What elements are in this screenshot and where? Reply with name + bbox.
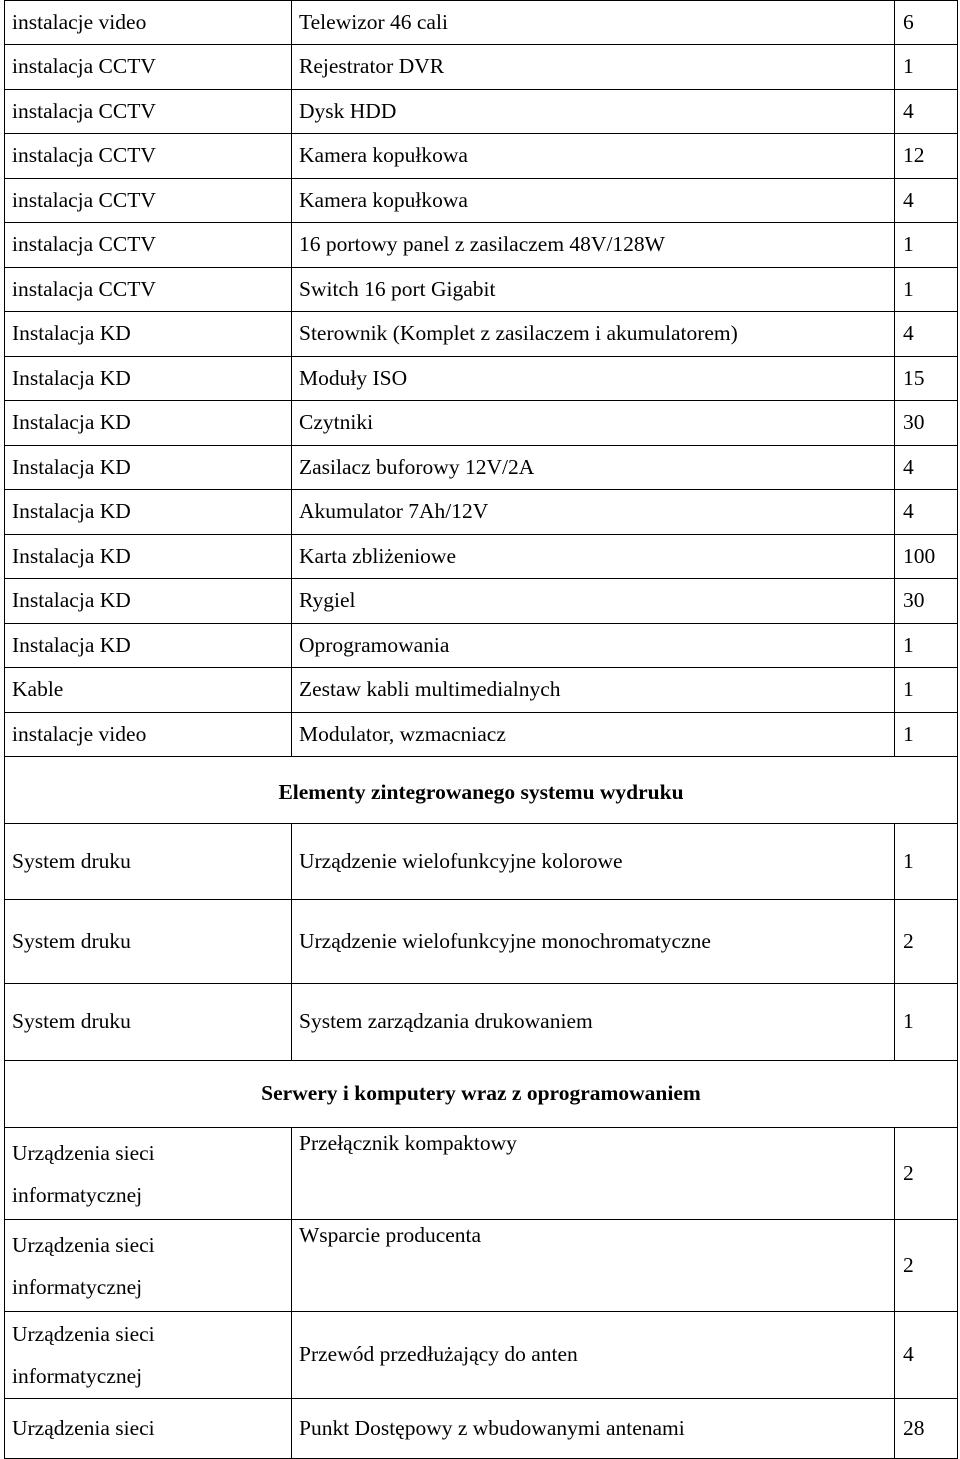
- table-row: [5, 446, 958, 490]
- quantity-cell: 6: [895, 1, 958, 45]
- table-row: [5, 900, 958, 984]
- category-line: Urządzenia sieci: [12, 1140, 155, 1165]
- table-row: [5, 268, 958, 312]
- item-cell: Rygiel: [292, 579, 895, 624]
- quantity-cell: 30: [895, 579, 958, 624]
- category-cell: Kable: [5, 668, 292, 713]
- section-heading-print: Elementy zintegrowanego systemu wydruku: [5, 757, 958, 824]
- item-cell: Urządzenie wielofunkcyjne kolorowe: [292, 824, 895, 900]
- item-cell: System zarządzania drukowaniem: [292, 984, 895, 1061]
- item-cell: Punkt Dostępowy z wbudowanymi antenami: [292, 1399, 895, 1459]
- item-cell: Przewód przedłużający do anten: [292, 1312, 895, 1399]
- table-row: [5, 1312, 958, 1399]
- quantity-cell: 2: [895, 1128, 958, 1220]
- category-cell: instalacja CCTV: [5, 90, 292, 134]
- table-row: [5, 490, 958, 535]
- section-heading-servers: Serwery i komputery wraz z oprogramowaniem: [5, 1061, 958, 1128]
- category-cell: Instalacja KD: [5, 357, 292, 401]
- table-row: [5, 668, 958, 713]
- quantity-cell: 1: [895, 624, 958, 668]
- category-line: Urządzenia sieci: [12, 1322, 155, 1346]
- category-cell: instalacja CCTV: [5, 45, 292, 90]
- item-cell: Urządzenie wielofunkcyjne monochromatyczne: [292, 900, 895, 984]
- category-cell: Instalacja KD: [5, 535, 292, 579]
- quantity-cell: 1: [895, 824, 958, 900]
- category-cell: System druku: [5, 900, 292, 984]
- table-row: [5, 401, 958, 446]
- item-cell: Zestaw kabli multimedialnych: [292, 668, 895, 713]
- quantity-cell: 4: [895, 490, 958, 535]
- quantity-cell: 2: [895, 1220, 958, 1312]
- category-cell: Instalacja KD: [5, 579, 292, 624]
- quantity-cell: 4: [895, 446, 958, 490]
- item-cell: Kamera kopułkowa: [292, 179, 895, 223]
- category-line: informatycznej: [12, 1364, 143, 1388]
- table-row: [5, 535, 958, 579]
- quantity-cell: 28: [895, 1399, 958, 1459]
- item-cell: Akumulator 7Ah/12V: [292, 490, 895, 535]
- table-row: [5, 713, 958, 757]
- table-row: [5, 357, 958, 401]
- category-cell: System druku: [5, 824, 292, 900]
- table-row: [5, 90, 958, 134]
- category-cell: Instalacja KD: [5, 446, 292, 490]
- item-cell: Rejestrator DVR: [292, 45, 895, 90]
- quantity-cell: 4: [895, 312, 958, 357]
- category-cell: instalacje video: [5, 1, 292, 45]
- quantity-cell: 1: [895, 984, 958, 1061]
- section-header-row: [5, 757, 958, 824]
- quantity-cell: 100: [895, 535, 958, 579]
- table-row: [5, 1, 958, 45]
- item-cell: Moduły ISO: [292, 357, 895, 401]
- quantity-cell: 2: [895, 900, 958, 984]
- item-cell: Kamera kopułkowa: [292, 134, 895, 179]
- category-cell: [5, 1312, 292, 1399]
- table-row: [5, 45, 958, 90]
- table-row: [5, 1220, 958, 1312]
- table-row: [5, 624, 958, 668]
- quantity-cell: 15: [895, 357, 958, 401]
- category-cell: Instalacja KD: [5, 401, 292, 446]
- quantity-cell: 1: [895, 668, 958, 713]
- category-cell: Instalacja KD: [5, 312, 292, 357]
- quantity-cell: 30: [895, 401, 958, 446]
- item-cell: Przełącznik kompaktowy: [292, 1128, 895, 1220]
- table-row: [5, 223, 958, 268]
- category-line: informatycznej: [12, 1274, 143, 1299]
- category-cell: Urządzenia sieci: [5, 1399, 292, 1459]
- table-row: [5, 312, 958, 357]
- item-cell: Dysk HDD: [292, 90, 895, 134]
- table-row: [5, 984, 958, 1061]
- item-cell: Oprogramowania: [292, 624, 895, 668]
- item-cell: Czytniki: [292, 401, 895, 446]
- item-cell: Karta zbliżeniowe: [292, 535, 895, 579]
- table-row: [5, 134, 958, 179]
- category-cell: System druku: [5, 984, 292, 1061]
- category-cell: [5, 1128, 292, 1220]
- quantity-cell: 12: [895, 134, 958, 179]
- category-cell: instalacja CCTV: [5, 134, 292, 179]
- item-cell: Modulator, wzmacniacz: [292, 713, 895, 757]
- category-cell: instalacje video: [5, 713, 292, 757]
- table-row: [5, 1128, 958, 1220]
- quantity-cell: 1: [895, 45, 958, 90]
- equipment-table: [4, 0, 958, 1459]
- category-cell: instalacja CCTV: [5, 268, 292, 312]
- item-cell: Zasilacz buforowy 12V/2A: [292, 446, 895, 490]
- category-cell: Instalacja KD: [5, 490, 292, 535]
- item-cell: Sterownik (Komplet z zasilaczem i akumulatorem): [292, 312, 895, 357]
- item-cell: 16 portowy panel z zasilaczem 48V/128W: [292, 223, 895, 268]
- category-cell: instalacja CCTV: [5, 223, 292, 268]
- category-line: Urządzenia sieci: [12, 1232, 155, 1257]
- item-cell: Wsparcie producenta: [292, 1220, 895, 1312]
- item-cell: Telewizor 46 cali: [292, 1, 895, 45]
- section-header-row: [5, 1061, 958, 1128]
- table-row: [5, 179, 958, 223]
- category-cell: Instalacja KD: [5, 624, 292, 668]
- quantity-cell: 1: [895, 713, 958, 757]
- quantity-cell: 4: [895, 1312, 958, 1399]
- quantity-cell: 1: [895, 268, 958, 312]
- table-row: [5, 1399, 958, 1459]
- quantity-cell: 4: [895, 90, 958, 134]
- table-row: [5, 579, 958, 624]
- item-cell: Switch 16 port Gigabit: [292, 268, 895, 312]
- category-cell: [5, 1220, 292, 1312]
- table-row: [5, 824, 958, 900]
- category-line: informatycznej: [12, 1182, 143, 1207]
- category-cell: instalacja CCTV: [5, 179, 292, 223]
- quantity-cell: 4: [895, 179, 958, 223]
- quantity-cell: 1: [895, 223, 958, 268]
